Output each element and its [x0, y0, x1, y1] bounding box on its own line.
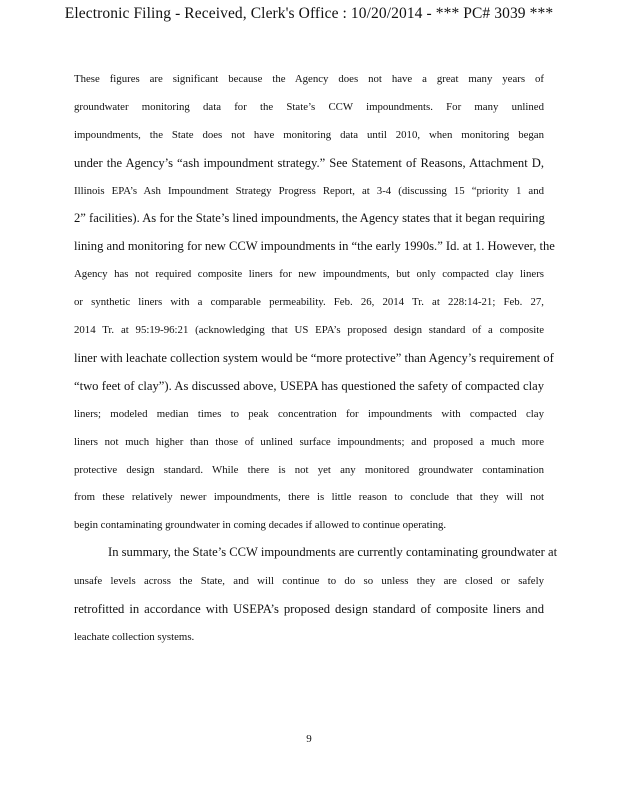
body-line: These figures are significant because the Agency does not have a great many years of — [74, 73, 544, 85]
body-line: liner with leachate collection system would be “more protective” than Agency’s requirement of — [74, 351, 554, 365]
body-line: begin contaminating groundwater in coming decades if allowed to continue operating. — [74, 519, 447, 531]
body-line: liners not much higher than those of unlined surface impoundments; and proposed a much more — [74, 436, 544, 448]
body-line: retrofitted in accordance with USEPA’s proposed design standard of composite liners and — [74, 602, 544, 616]
body-line: from these relatively newer impoundments, there is little reason to conclude that they will not — [74, 491, 544, 503]
body-line: under the Agency’s “ash impoundment strategy.” See Statement of Reasons, Attachment D, — [74, 156, 544, 170]
body-line: impoundments, the State does not have monitoring data until 2010, when monitoring began — [74, 129, 544, 141]
body-line: Agency has not required composite liners for new impoundments, but only compacted clay liners — [74, 268, 544, 280]
body-line: or synthetic liners with a comparable permeability. Feb. 26, 2014 Tr. at 228:14-21; Feb. 27, — [74, 296, 544, 308]
body-line: liners; modeled median times to peak concentration for impoundments with compacted clay — [74, 408, 544, 420]
body-line: 2” facilities). As for the State’s lined impoundments, the Agency states that it began requiring — [74, 211, 545, 225]
paragraph-start-line: In summary, the State’s CCW impoundments are currently contaminating groundwater at — [108, 545, 558, 559]
body-line: “two feet of clay”). As discussed above, USEPA has questioned the safety of compacted clay — [74, 379, 544, 393]
body-line: leachate collection systems. — [74, 631, 195, 643]
body-line: unsafe levels across the State, and will continue to do so unless they are closed or safely — [74, 575, 544, 587]
body-line: lining and monitoring for new CCW impoundments in “the early 1990s.” Id. at 1. However, the — [74, 239, 555, 253]
body-line: groundwater monitoring data for the State’s CCW impoundments. For many unlined — [74, 101, 544, 113]
filing-stamp-header: Electronic Filing - Received, Clerk's Office : 10/20/2014 - *** PC# 3039 *** — [64, 5, 554, 22]
body-line: Illinois EPA’s Ash Impoundment Strategy Progress Report, at 3-4 (discussing 15 “priority 1 and — [74, 185, 544, 197]
page-number: 9 — [306, 733, 312, 745]
body-line: 2014 Tr. at 95:19-96:21 (acknowledging that US EPA’s proposed design standard of a composite — [74, 324, 544, 336]
body-line: protective design standard. While there is not yet any monitored groundwater contamination — [74, 464, 544, 476]
